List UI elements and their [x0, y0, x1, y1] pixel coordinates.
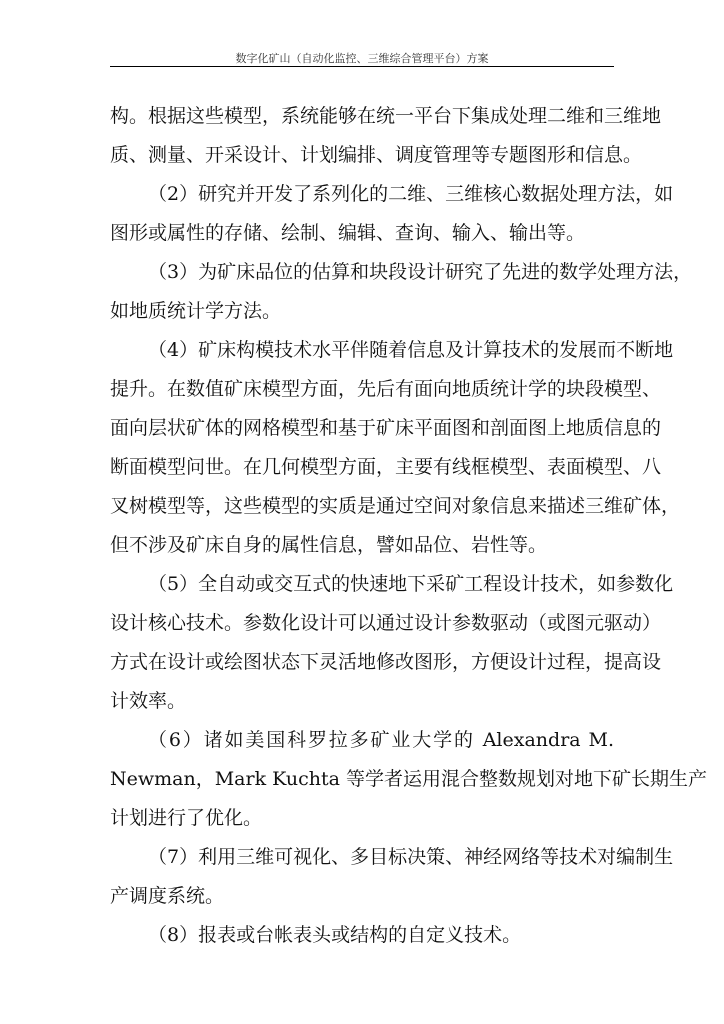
paragraph — [110, 253, 693, 331]
text-line: 方式在设计或绘图状态下灵活地修改图形，方便设计过程，提高设 — [110, 651, 662, 673]
text-line: （8）报表或台帐表头或结构的自定义技术。 — [148, 924, 522, 946]
header-rule — [110, 66, 614, 67]
text-line: （2）研究并开发了系列化的二维、三维核心数据处理方法，如 — [148, 183, 674, 205]
text-line: 图形或属性的存储、绘制、编辑、查询、输入、输出等。 — [110, 222, 586, 244]
text-line: 面向层状矿体的网格模型和基于矿床平面图和剖面图上地质信息的 — [110, 417, 662, 439]
text-line: 构。根据这些模型，系统能够在统一平台下集成处理二维和三维地 — [110, 105, 662, 127]
text-line: 提升。在数值矿床模型方面，先后有面向地质统计学的块段模型、 — [110, 378, 662, 400]
text-line: Newman，Mark Kuchta 等学者运用混合整数规划对地下矿长期生产 — [110, 768, 708, 790]
paragraph — [110, 838, 674, 916]
text-line: 设计核心技术。参数化设计可以通过设计参数驱动（或图元驱动） — [110, 612, 662, 634]
text-line: 产调度系统。 — [110, 885, 225, 907]
text-line: 叉树模型等，这些模型的实质是通过空间对象信息来描述三维矿体， — [110, 495, 681, 517]
page-header-title: 数字化矿山（自动化监控、三维综合管理平台）方案 — [235, 52, 489, 65]
text-line: 计效率。 — [110, 690, 187, 712]
paragraph — [110, 721, 708, 838]
document-body — [110, 97, 708, 955]
paragraph — [110, 916, 614, 955]
text-line: （7）利用三维可视化、多目标决策、神经网络等技术对编制生 — [148, 846, 674, 868]
text-line: 断面模型问世。在几何模型方面，主要有线框模型、表面模型、八 — [110, 456, 662, 478]
text-line: （4）矿床构模技术水平伴随着信息及计算技术的发展而不断地 — [148, 339, 674, 361]
text-line: 如地质统计学方法。 — [110, 300, 282, 322]
text-line: 计划进行了优化。 — [110, 807, 263, 829]
text-line: 但不涉及矿床自身的属性信息，譬如品位、岩性等。 — [110, 534, 548, 556]
paragraph — [110, 97, 662, 175]
text-line: （3）为矿床品位的估算和块段设计研究了先进的数学处理方法， — [148, 261, 693, 283]
paragraph — [110, 565, 674, 721]
paragraph — [110, 331, 681, 565]
paragraph — [110, 175, 674, 253]
text-line: （5）全自动或交互式的快速地下采矿工程设计技术，如参数化 — [148, 573, 674, 595]
text-line: 质、测量、开采设计、计划编排、调度管理等专题图形和信息。 — [110, 144, 643, 166]
text-line: （6）诸如美国科罗拉多矿业大学的 Alexandra M. — [148, 729, 614, 751]
